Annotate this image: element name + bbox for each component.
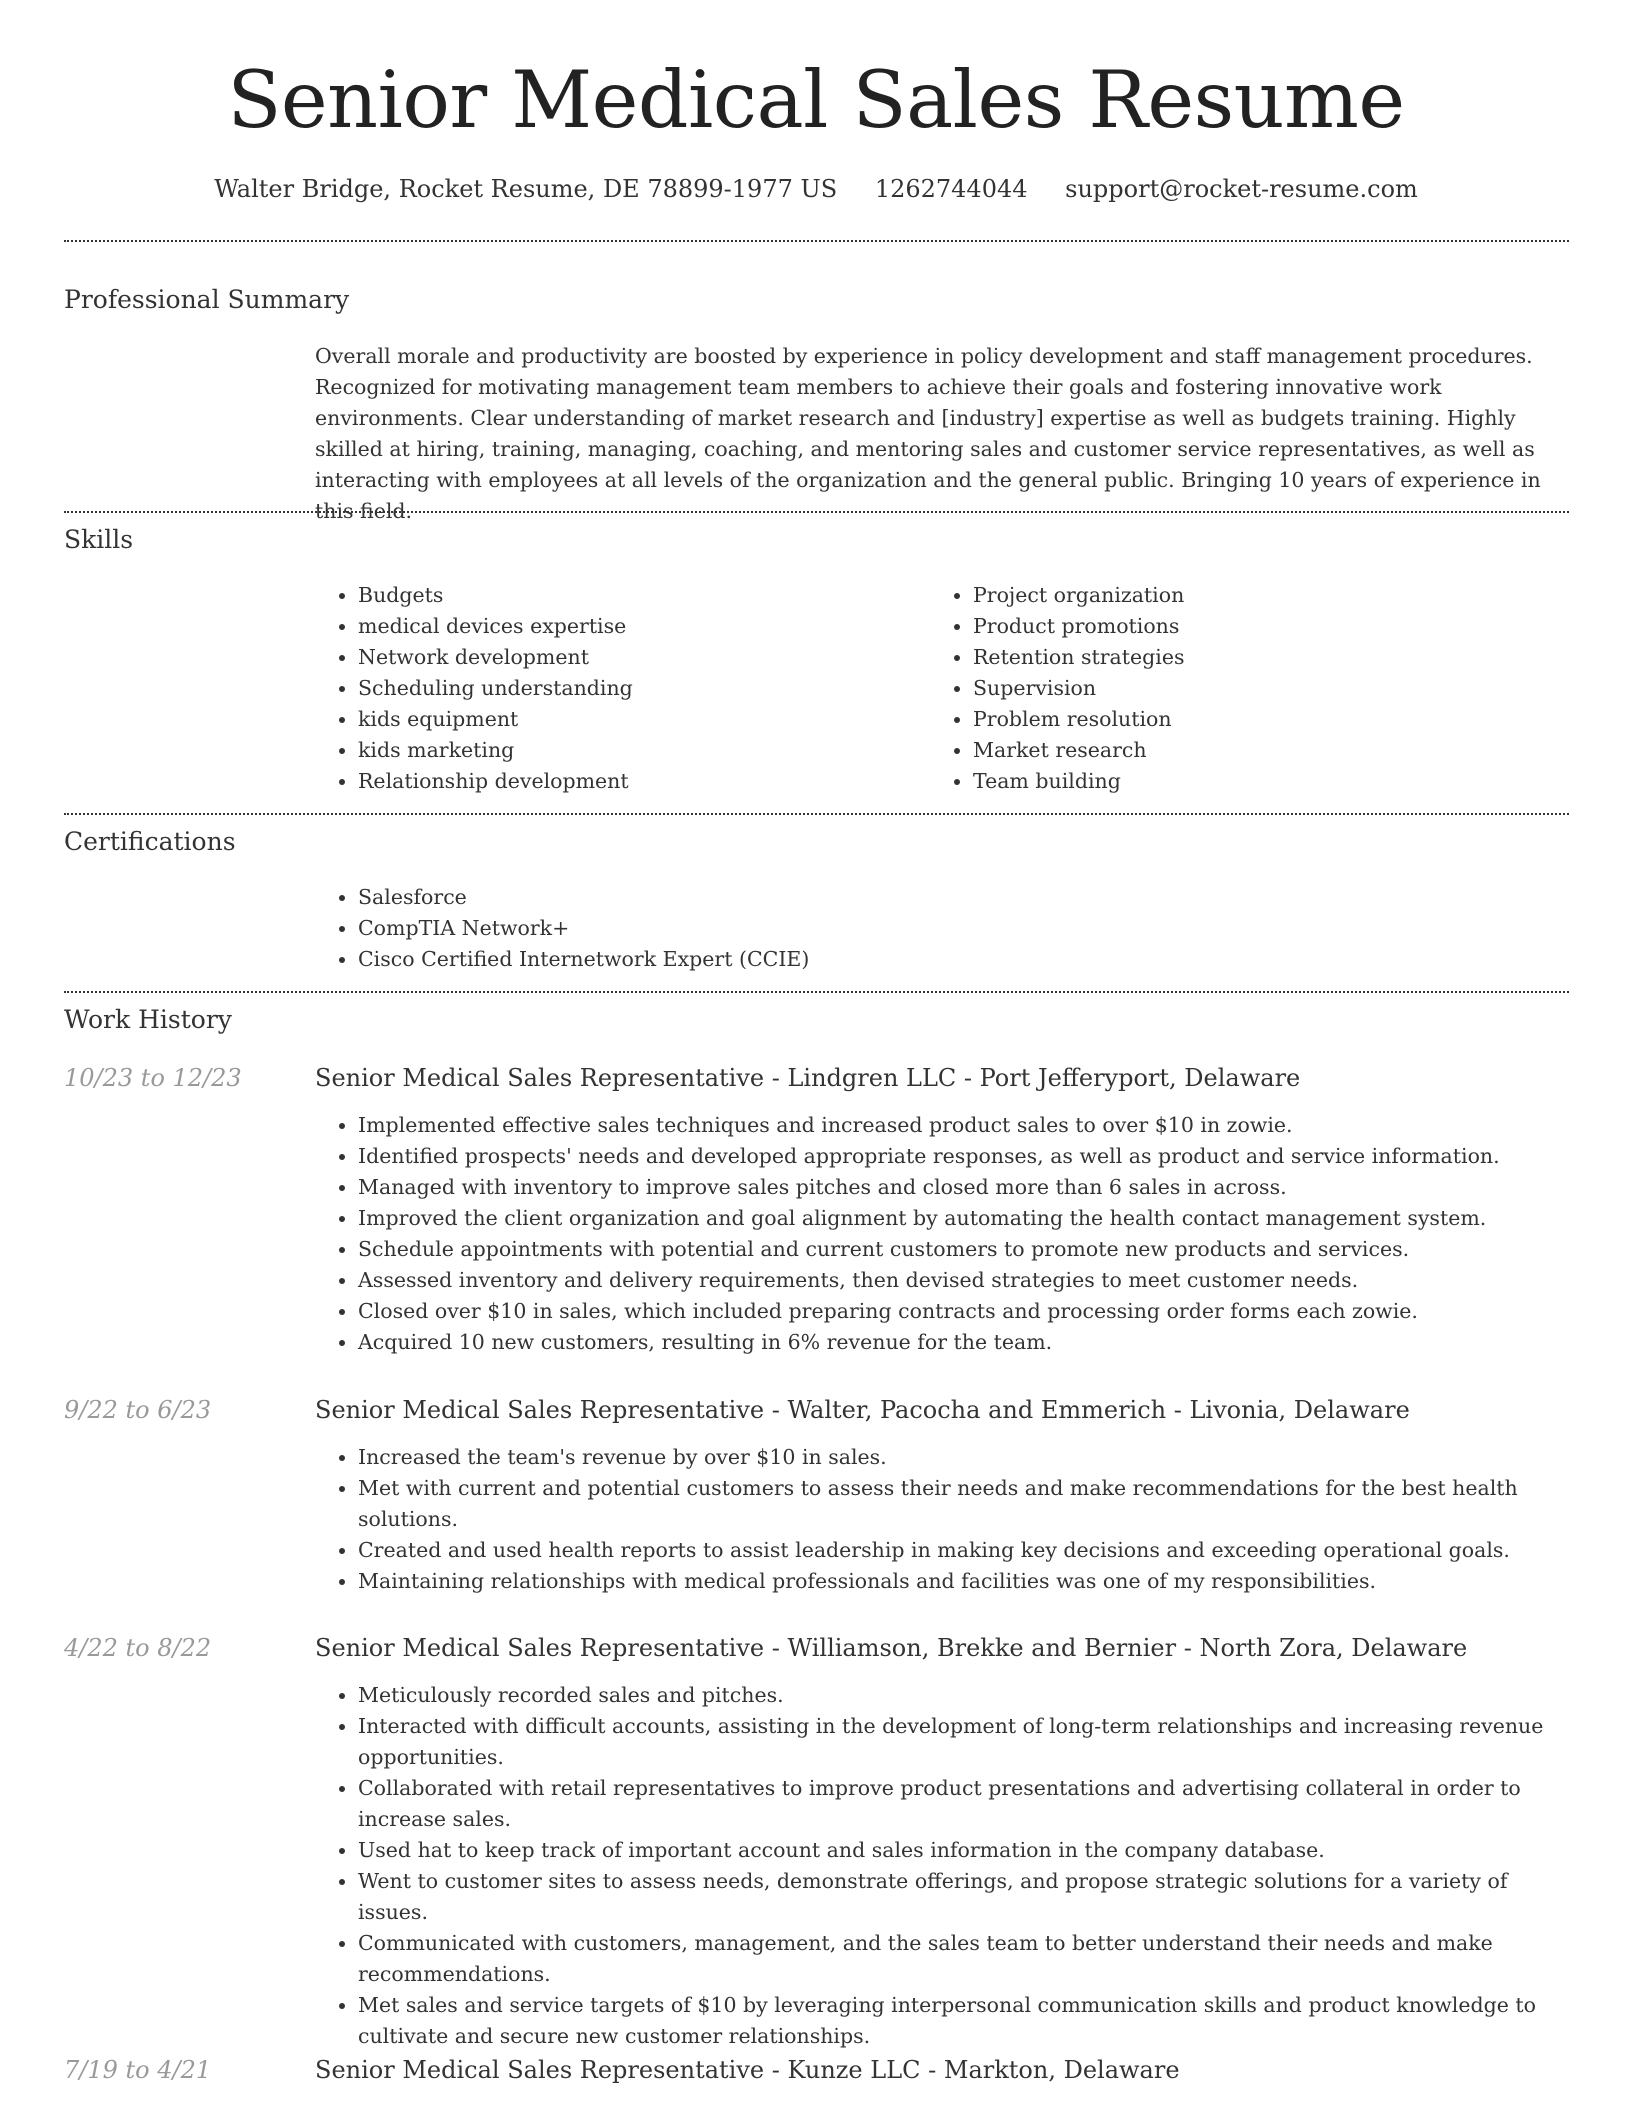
job-bullets xyxy=(315,1442,1565,1597)
contact-email[interactable]: support@rocket-resume.com xyxy=(1065,175,1418,203)
skill-item: • Team building xyxy=(973,766,1573,797)
job-dates: 4/22 to 8/22 xyxy=(64,1634,212,1662)
job-bullet: • Went to customer sites to assess needs, demonstrate offerings, and propose strategic solutions for a variety of issues. xyxy=(358,1866,1565,1928)
summary-heading: Professional Summary xyxy=(64,285,350,314)
job-bullet: • Acquired 10 new customers, resulting in 6% revenue for the team. xyxy=(358,1327,1565,1358)
page-title: Senior Medical Sales Resume xyxy=(227,54,1405,146)
job-title: Senior Medical Sales Representative - Williamson, Brekke and Bernier - North Zora, Delaware xyxy=(315,1634,1468,1662)
job-bullet: • Used hat to keep track of important account and sales information in the company database. xyxy=(358,1835,1565,1866)
skill-item: • Product promotions xyxy=(973,611,1573,642)
certification-item: • Cisco Certified Internetwork Expert (CCIE) xyxy=(358,944,1258,975)
summary-text: Overall morale and productivity are boosted by experience in policy development and staff management procedures. Recognized for motivating management team members to achieve their goals and fostering innovative work environments. Clear understanding of market research and [industry] expertise as well as budgets training. Highly skilled at hiring, training, managing, coaching, and mentoring sales and customer service representatives, as well as interacting with employees at all levels of the organization and the general public. Bringing 10 years of experience in this field. xyxy=(315,344,1541,523)
job-bullet: • Assessed inventory and delivery requirements, then devised strategies to meet customer needs. xyxy=(358,1265,1565,1296)
contact-phone: 1262744044 xyxy=(874,175,1028,203)
skill-item: • Problem resolution xyxy=(973,704,1573,735)
job-bullet: • Collaborated with retail representatives to improve product presentations and advertising collateral in order to increase sales. xyxy=(358,1773,1565,1835)
skill-item: • Network development xyxy=(358,642,918,673)
resume-header xyxy=(0,0,1632,204)
skills-list-left xyxy=(315,580,918,797)
job-bullet: • Interacted with difficult accounts, assisting in the development of long-term relationships and increasing revenue opportunities. xyxy=(358,1711,1565,1773)
job-bullet: • Met sales and service targets of $10 by leveraging interpersonal communication skills and product knowledge to cultivate and secure new customer relationships. xyxy=(358,1990,1565,2052)
certification-item: • CompTIA Network+ xyxy=(358,913,1258,944)
job-bullet: • Improved the client organization and goal alignment by automating the health contact management system. xyxy=(358,1203,1565,1234)
job-bullets xyxy=(315,1110,1565,1358)
skill-item: • Scheduling understanding xyxy=(358,673,918,704)
skill-item: • kids marketing xyxy=(358,735,918,766)
skill-item: • Supervision xyxy=(973,673,1573,704)
certifications-heading: Certifications xyxy=(64,827,236,856)
contact-line xyxy=(0,174,1632,204)
job-title: Senior Medical Sales Representative - Kunze LLC - Markton, Delaware xyxy=(315,2056,1180,2084)
job-bullet: • Increased the team's revenue by over $10 in sales. xyxy=(358,1442,1565,1473)
job-bullet: • Communicated with customers, management, and the sales team to better understand their needs and make recommendations. xyxy=(358,1928,1565,1990)
job-bullet: • Managed with inventory to improve sales pitches and closed more than 6 sales in across. xyxy=(358,1172,1565,1203)
skills-list-right xyxy=(930,580,1573,797)
job-bullet: • Schedule appointments with potential and current customers to promote new products and services. xyxy=(358,1234,1565,1265)
job-dates: 7/19 to 4/21 xyxy=(64,2056,212,2084)
job-bullet: • Maintaining relationships with medical professionals and facilities was one of my responsibilities. xyxy=(358,1566,1565,1597)
section-divider xyxy=(64,813,1569,815)
skill-item: • Budgets xyxy=(358,580,918,611)
job-bullet: • Implemented effective sales techniques and increased product sales to over $10 in zowie. xyxy=(358,1110,1565,1141)
job-bullets xyxy=(315,1680,1565,2052)
section-divider xyxy=(64,511,1569,513)
skill-item: • Retention strategies xyxy=(973,642,1573,673)
skill-item: • medical devices expertise xyxy=(358,611,918,642)
skills-heading: Skills xyxy=(64,525,134,554)
certification-item: • Salesforce xyxy=(358,882,1258,913)
job-dates: 9/22 to 6/23 xyxy=(64,1396,212,1424)
contact-address: Walter Bridge, Rocket Resume, DE 78899-1977 US xyxy=(214,175,838,203)
skill-item: • Relationship development xyxy=(358,766,918,797)
skill-item: • Project organization xyxy=(973,580,1573,611)
work-history-heading: Work History xyxy=(64,1005,232,1034)
certifications-list xyxy=(315,882,1258,975)
skill-item: • kids equipment xyxy=(358,704,918,735)
job-bullet: • Closed over $10 in sales, which included preparing contracts and processing order forms each zowie. xyxy=(358,1296,1565,1327)
skill-item: • Market research xyxy=(973,735,1573,766)
job-bullet: • Meticulously recorded sales and pitches. xyxy=(358,1680,1565,1711)
job-bullet: • Created and used health reports to assist leadership in making key decisions and exceeding operational goals. xyxy=(358,1535,1565,1566)
section-divider xyxy=(64,240,1569,242)
section-divider xyxy=(64,991,1569,993)
job-bullet: • Met with current and potential customers to assess their needs and make recommendations for the best health solutions. xyxy=(358,1473,1565,1535)
job-title: Senior Medical Sales Representative - Walter, Pacocha and Emmerich - Livonia, Delaware xyxy=(315,1396,1410,1424)
job-bullet: • Identified prospects' needs and developed appropriate responses, as well as product and service information. xyxy=(358,1141,1565,1172)
job-dates: 10/23 to 12/23 xyxy=(64,1064,242,1092)
job-title: Senior Medical Sales Representative - Lindgren LLC - Port Jefferyport, Delaware xyxy=(315,1064,1301,1092)
